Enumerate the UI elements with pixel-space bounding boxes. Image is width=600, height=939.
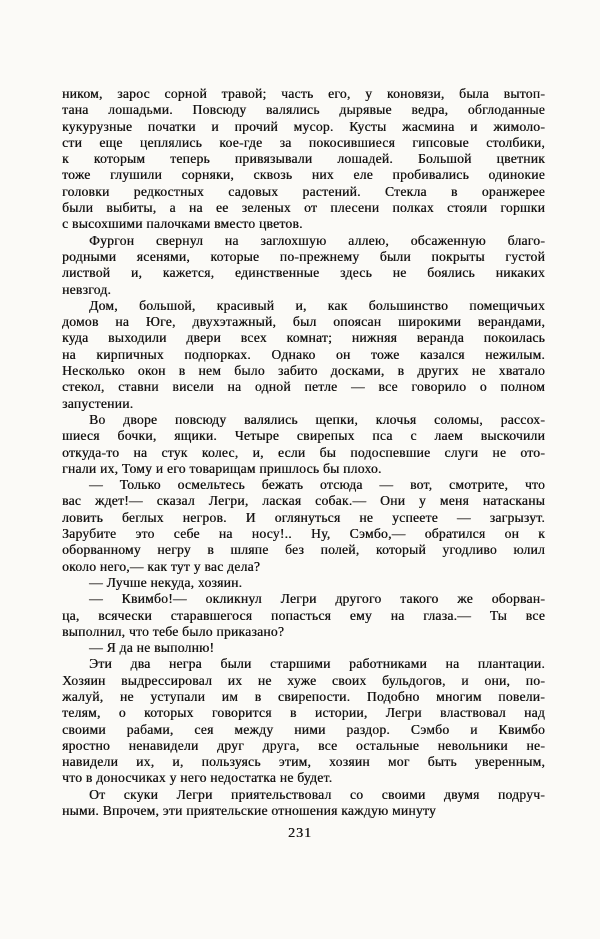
text-line: домов на Юге, двухэтажный, был опоясан широкими верандами, xyxy=(62,314,545,330)
text-line: своими рабами, сея между ними раздор. Сэмбо и Квимбо xyxy=(62,721,545,737)
text-line: тоже глушили сорняки, сквозь них еле пробивались одинокие xyxy=(62,167,545,183)
text-line: с высохшими палочками вместо цветов. xyxy=(62,216,303,232)
text-line: около него,— как тут у вас дела? xyxy=(62,558,261,574)
text-line: откуда-то на стук колес, и, если бы подоспевшие слуги не ото- xyxy=(62,444,545,460)
text-line: жалуй, не уступали им в свирепости. Подобно многим повели- xyxy=(62,688,545,704)
text-line: кукурузные початки и прочий мусор. Кусты жасмина и жимоло- xyxy=(62,118,545,134)
paragraph xyxy=(62,787,545,820)
text-line: — Только осмельтесь бежать отсюда — вот, смотрите, что xyxy=(89,477,545,493)
text-line: на кирпичных подпорках. Однако он тоже казался нежилым. xyxy=(62,346,545,362)
text-line: были выбиты, а на ее зеленых от плесени полках стояли горшки xyxy=(62,200,545,216)
text-line: сти еще цеплялись кое-где за покосившиеся гипсовые столбики, xyxy=(62,134,545,150)
paragraph xyxy=(62,575,545,591)
text-line: — Я да не выполню! xyxy=(89,640,215,656)
text-line: Несколько окон в нем было забито досками, в других не хватало xyxy=(62,363,545,379)
text-line: куда выходили двери всех комнат; нижняя веранда покоилась xyxy=(62,330,545,346)
paragraph xyxy=(62,86,545,233)
text-line: выполнил, что тебе было приказано? xyxy=(62,623,285,639)
text-line: Эти два негра были старшими работниками на плантации. xyxy=(89,656,545,672)
text-line: листвой и, кажется, единственные здесь не боялись никаких xyxy=(62,265,545,281)
text-line: навидели их, и, пользуясь этим, хозяин мог быть уверенным, xyxy=(62,754,545,770)
text-line: гнали их, Тому и его товарищам пришлось бы плохо. xyxy=(62,460,382,476)
text-line: что в доносчиках у него недостатка не будет. xyxy=(62,770,333,786)
text-line: головки редкостных садовых растений. Стекла в оранжерее xyxy=(62,183,545,199)
paragraph xyxy=(62,656,545,786)
text-line: оборванному негру в шляпе без полей, который угодливо юлил xyxy=(62,542,545,558)
text-line: — Квимбо!— окликнул Легри другого такого же оборван- xyxy=(89,591,545,607)
paragraph xyxy=(62,298,545,412)
text-line: яростно ненавидели друг друга, все остальные невольники не- xyxy=(62,737,545,753)
text-line: От скуки Легри приятельствовал со своими двумя подруч- xyxy=(89,786,545,802)
text-line: тана лошадьми. Повсюду валялись дырявые ведра, обглоданные xyxy=(62,102,545,118)
text-line: ными. Впрочем, эти приятельские отношения каждую минуту xyxy=(62,803,436,819)
text-line: Фургон свернул на заглохшую аллею, обсаженную благо- xyxy=(89,232,545,248)
paragraph xyxy=(62,640,545,656)
text-line: Хозяин выдрессировал их не хуже своих бульдогов, и они, по- xyxy=(62,672,545,688)
text-line: запустении. xyxy=(62,395,134,411)
paragraph xyxy=(62,591,545,640)
text-line: к которым теперь привязывали лошадей. Большой цветник xyxy=(62,151,545,167)
text-line: шиеся бочки, ящики. Четыре свирепых пса с лаем выскочили xyxy=(62,428,545,444)
paragraph xyxy=(62,412,545,477)
text-line: телям, о которых говорится в истории, Легри властвовал над xyxy=(62,705,545,721)
text-line: невзгод. xyxy=(62,281,112,297)
text-line: стекол, ставни висели на одной петле — все говорило о полном xyxy=(62,379,545,395)
text-line: родными ясенями, которые по-прежнему были покрыты густой xyxy=(62,248,545,264)
paragraph xyxy=(62,233,545,298)
page-text xyxy=(62,86,545,819)
text-line: ца, всячески старавшегося попасться ему на глаза.— Ты все xyxy=(62,607,545,623)
text-line: ловить беглых негров. И оглянуться не успеете — загрызут. xyxy=(62,509,545,525)
text-line: Зарубите это себе на носу!.. Ну, Сэмбо,— обратился он к xyxy=(62,526,545,542)
text-line: Дом, большой, красивый и, как большинство помещичьих xyxy=(89,297,545,313)
text-line: вас ждет!— сказал Легри, лаская собак.— Они у меня натасканы xyxy=(62,493,545,509)
text-line: ником, зарос сорной травой; часть его, у коновязи, была вытоп- xyxy=(62,86,545,101)
text-line: — Лучше некуда, хозяин. xyxy=(89,574,243,590)
text-line: Во дворе повсюду валялись щепки, клочья соломы, рассох- xyxy=(89,411,545,427)
paragraph xyxy=(62,477,545,575)
page-number: 231 xyxy=(288,826,312,841)
